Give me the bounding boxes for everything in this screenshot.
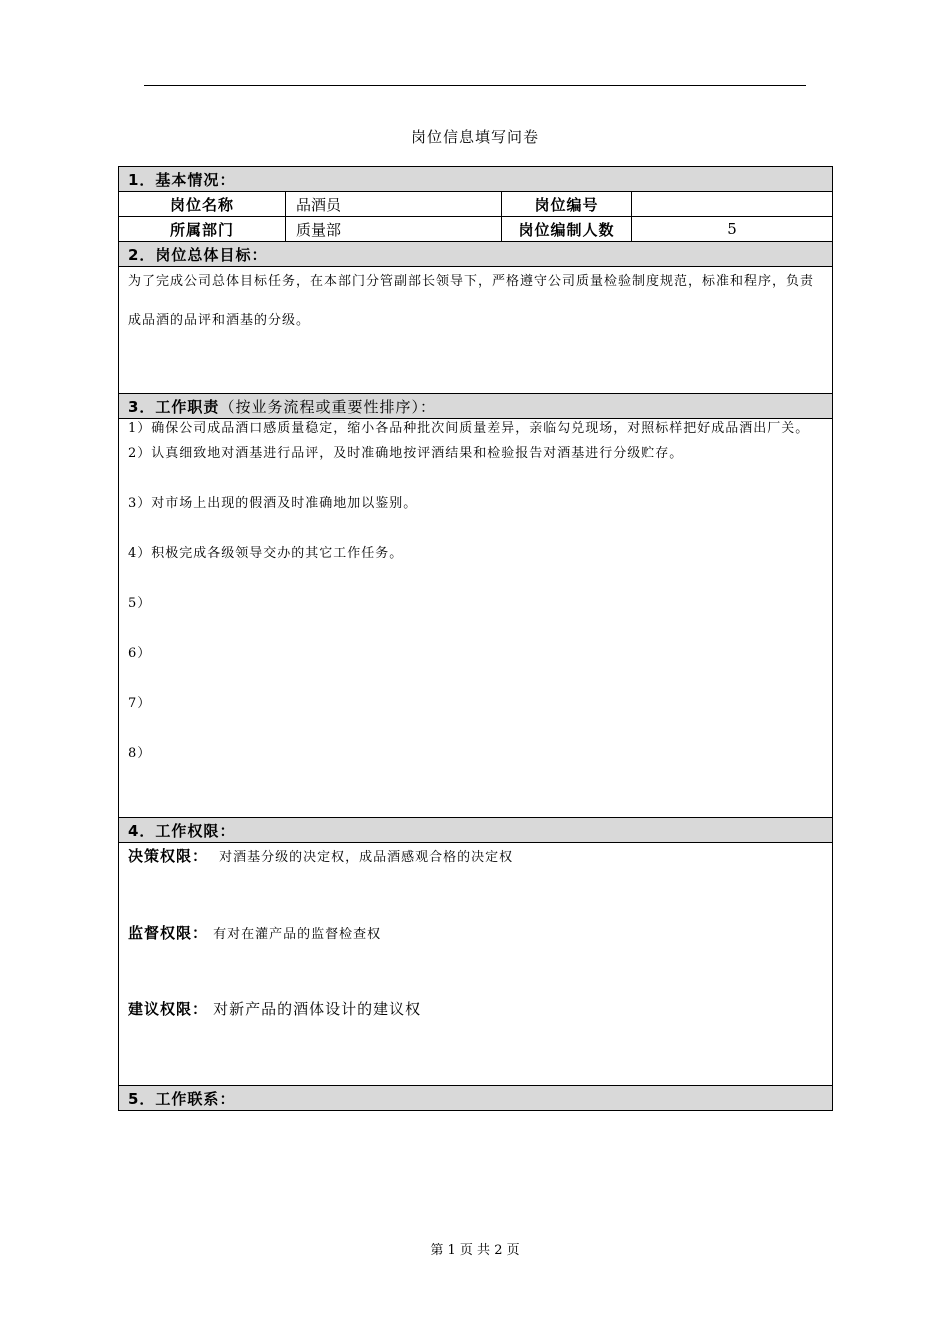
goal-text: 为了完成公司总体目标任务，在本部门分管副部长领导下，严格遵守公司质量检验制度规范，标准和程序，负责成品酒的品评和酒基的分级。 (128, 274, 815, 328)
supervision-authority-label: 监督权限： (128, 924, 209, 942)
duty-item: 3）对市场上出现的假酒及时准确地加以鉴别。 (128, 496, 418, 511)
section-basic-info-header (119, 167, 833, 192)
position-name-field[interactable]: 品酒员 (286, 192, 502, 217)
decision-authority-label: 决策权限： (128, 847, 209, 865)
department-label: 所属部门 (119, 217, 286, 242)
supervision-authority-text: 有对在灌产品的监督检查权 (213, 927, 382, 942)
info-row-1 (119, 192, 833, 217)
goal-cell[interactable] (119, 267, 833, 394)
authority-row (119, 843, 833, 1086)
page-footer: 第 1 页 共 2 页 (430, 1243, 520, 1258)
duty-item: 1）确保公司成品酒口感质量稳定，缩小各品种批次间质量差异，亲临勾兑现场，对照标样把好成品酒出厂关。 (128, 421, 810, 436)
suggestion-authority-text: 对新产品的酒体设计的建议权 (213, 1000, 422, 1018)
authority-cell[interactable] (119, 843, 833, 1086)
duty-item: 2）认真细致地对酒基进行品评，及时准确地按评酒结果和检验报告对酒基进行分级贮存。 (128, 446, 684, 461)
duty-item: 6） (128, 646, 152, 661)
duty-item: 5） (128, 596, 152, 611)
department-field[interactable]: 质量部 (286, 217, 502, 242)
position-code-label: 岗位编号 (502, 192, 632, 217)
section-authority-header (119, 818, 833, 843)
duties-heading: 3．工作职责 (128, 397, 220, 416)
duty-item: 4）积极完成各级领导交办的其它工作任务。 (128, 546, 404, 561)
duty-item: 7） (128, 696, 152, 711)
info-row-2 (119, 217, 833, 242)
headcount-label: 岗位编制人数 (502, 217, 632, 242)
position-name-label: 岗位名称 (119, 192, 286, 217)
duties-heading-note: （按业务流程或重要性排序）： (219, 397, 436, 416)
goal-row (119, 267, 833, 394)
section-heading: 1．基本情况： (119, 167, 833, 192)
section-work-contacts-header (119, 1086, 833, 1111)
document-title: 岗位信息填写问卷 (410, 128, 539, 146)
decision-authority (128, 845, 823, 869)
suggestion-authority (128, 998, 823, 1022)
duties-row (119, 419, 833, 818)
header-rule (144, 85, 806, 86)
section-duties-header (119, 394, 833, 419)
decision-authority-text: 对酒基分级的决定权，成品酒感观合格的决定权 (219, 850, 514, 865)
supervision-authority (128, 922, 823, 946)
section-heading (119, 394, 833, 419)
section-heading: 5．工作联系： (119, 1086, 833, 1111)
section-heading: 4．工作权限： (119, 818, 833, 843)
duty-item: 8） (128, 746, 152, 761)
position-code-field[interactable] (632, 192, 833, 217)
section-heading: 2．岗位总体目标： (119, 242, 833, 267)
headcount-field[interactable]: 5 (632, 217, 833, 242)
duties-cell[interactable] (119, 419, 833, 818)
suggestion-authority-label: 建议权限： (128, 1000, 209, 1018)
job-info-form (118, 166, 833, 1111)
